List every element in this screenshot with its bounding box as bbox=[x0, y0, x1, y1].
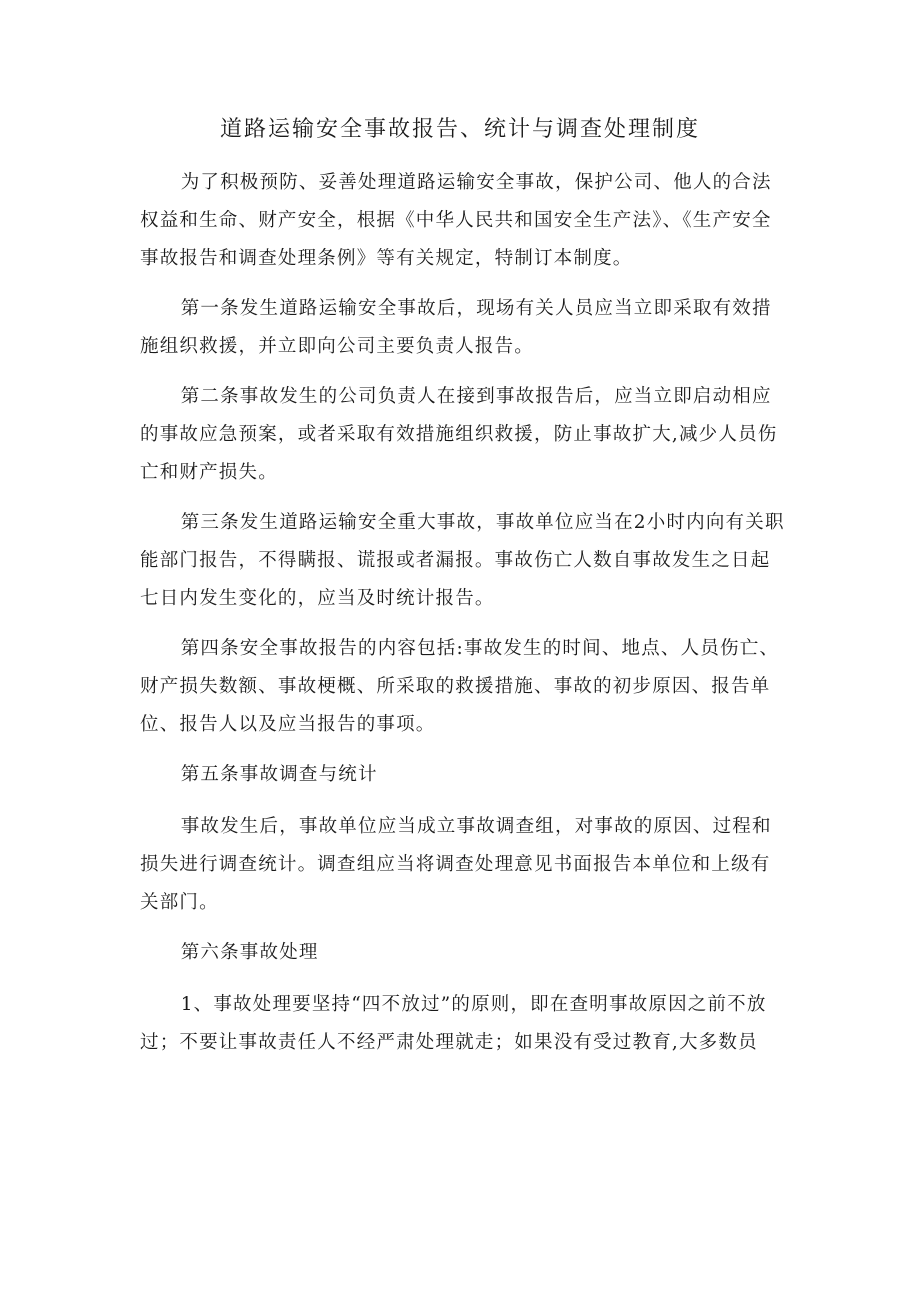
paragraph-article-3: 第三条发生道路运输安全重大事故，事故单位应当在2小时内向有关职能部门报告，不得瞒报、谎报或者漏报。事故伤亡人数自事故发生之日起七日内发生变化的，应当及时统计报告。 bbox=[140, 512, 785, 609]
paragraph-article-2: 第二条事故发生的公司负责人在接到事故报告后，应当立即启动相应的事故应急预案，或者采取有效措施组织救援，防止事故扩大,减少人员伤亡和财产损失。 bbox=[140, 386, 778, 483]
paragraph-preamble: 为了积极预防、妥善处理道路运输安全事故，保护公司、他人的合法权益和生命、财产安全，根据《中华人民共和国安全生产法》、《生产安全事故报告和调查处理条例》等有关规定，特制订本制度。 bbox=[140, 172, 772, 269]
document-body bbox=[140, 164, 790, 1074]
paragraph-article-1: 第一条发生道路运输安全事故后，现场有关人员应当立即采取有效措施组织救援，并立即向公司主要负责人报告。 bbox=[140, 298, 772, 357]
document-title: 道路运输安全事故报告、统计与调查处理制度 bbox=[219, 117, 700, 142]
paragraph-article-4: 第四条安全事故报告的内容包括:事故发生的时间、地点、人员伤亡、财产损失数额、事故梗概、所采取的救援措施、事故的初步原因、报告单位、报告人以及应当报告的事项。 bbox=[140, 638, 780, 735]
paragraph-article-5-heading: 第五条事故调查与统计 bbox=[180, 764, 378, 785]
paragraph-article-6-item-1: 1、事故处理要坚持“四不放过”的原则，即在查明事故原因之前不放过；不要让事故责任人不经严肃处理就走；如果没有受过教育,大多数员 bbox=[140, 994, 767, 1053]
paragraph-article-6-heading: 第六条事故处理 bbox=[180, 942, 319, 963]
paragraph-article-5-body: 事故发生后，事故单位应当成立事故调查组，对事故的原因、过程和损失进行调查统计。调查组应当将调查处理意见书面报告本单位和上级有关部门。 bbox=[140, 816, 772, 913]
